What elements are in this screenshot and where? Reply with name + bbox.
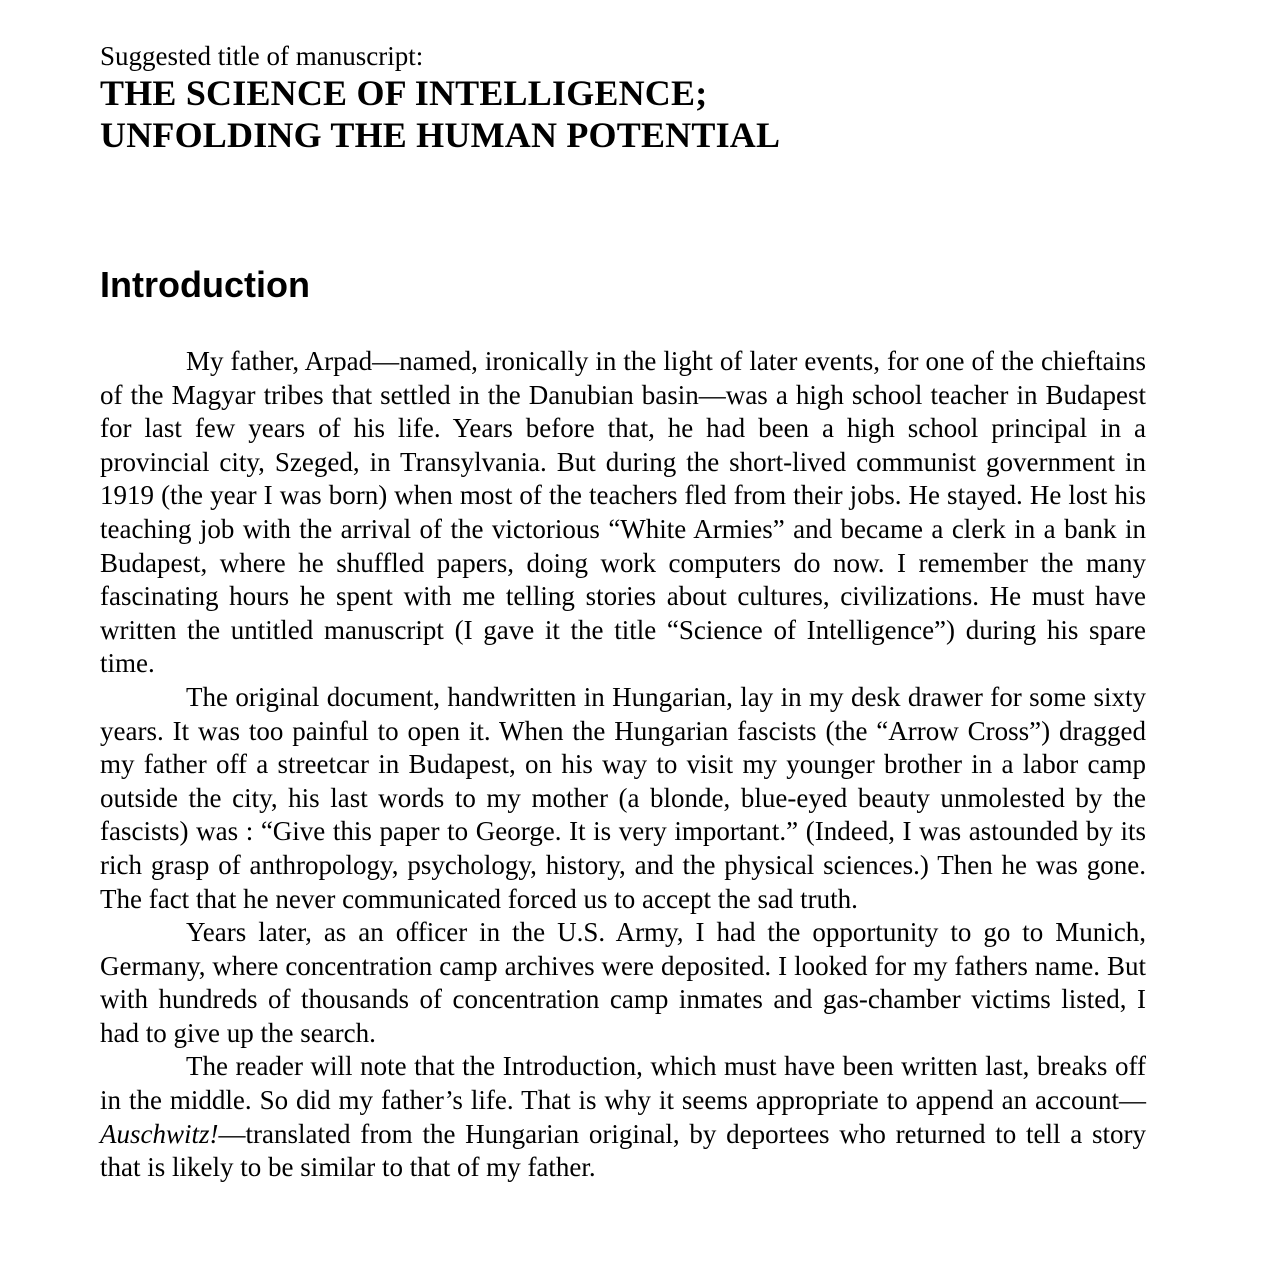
paragraph-4-text-start: The reader will note that the Introduction, which must have been written last, breaks off in the middle. So did my father’s life. That is why it seems appropriate to append an account— bbox=[100, 1051, 1146, 1116]
paragraph-4-text-end: —translated from the Hungarian original, by deportees who returned to tell a story that is likely to be similar to that of my father. bbox=[100, 1118, 1146, 1183]
paragraph-4 bbox=[100, 1050, 1146, 1184]
introduction-body bbox=[100, 345, 1146, 1185]
introduction-heading: Introduction bbox=[100, 264, 310, 305]
suggested-title-label: Suggested title of manuscript: bbox=[100, 41, 424, 71]
paragraph-2: The original document, handwritten in Hungarian, lay in my desk drawer for some sixty years. It was too painful to open it. When the Hungarian fascists (the “Arrow Cross”) dragged my father off a streetcar in Budapest, on his way to visit my younger brother in a labor camp outside the city, his last words to my mother (a blonde, blue-eyed beauty unmolested by the fascists) was : “Give this paper to George. It is very important.” (Indeed, I was astounded by its rich grasp of anthropology, psychology, history, and the physical sciences.) Then he was gone. The fact that he never communicated forced us to accept the sad truth. bbox=[100, 681, 1146, 914]
paragraph-1: My father, Arpad—named, ironically in the light of later events, for one of the chieftains of the Magyar tribes that settled in the Danubian basin—was a high school teacher in Budapest for last few years of his life. Years before that, he had been a high school principal in a provincial city, Szeged, in Transylvania. But during the short-lived communist government in 1919 (the year I was born) when most of the teachers fled from their jobs. He stayed. He lost his teaching job with the arrival of the victorious “White Armies” and became a clerk in a bank in Budapest, where he shuffled papers, doing work computers do now. I remember the many fascinating hours he spent with me telling stories about cultures, civilizations. He must have written the untitled manuscript (I gave it the title “Science of Intelligence”) during his spare time. bbox=[100, 346, 1146, 679]
auschwitz-title-italic: Auschwitz! bbox=[100, 1118, 219, 1149]
manuscript-page bbox=[100, 40, 1146, 1183]
paragraph-3: Years later, as an officer in the U.S. Army, I had the opportunity to go to Munich, Germany, where concentration camp archives were deposited. I looked for my fathers name. But with hundreds of thousands of concentration camp inmates and gas-chamber victims listed, I had to give up the search. bbox=[100, 917, 1146, 1048]
manuscript-title-line-1: THE SCIENCE OF INTELLIGENCE; bbox=[100, 73, 708, 113]
manuscript-title-line-2: UNFOLDING THE HUMAN POTENTIAL bbox=[100, 115, 781, 155]
